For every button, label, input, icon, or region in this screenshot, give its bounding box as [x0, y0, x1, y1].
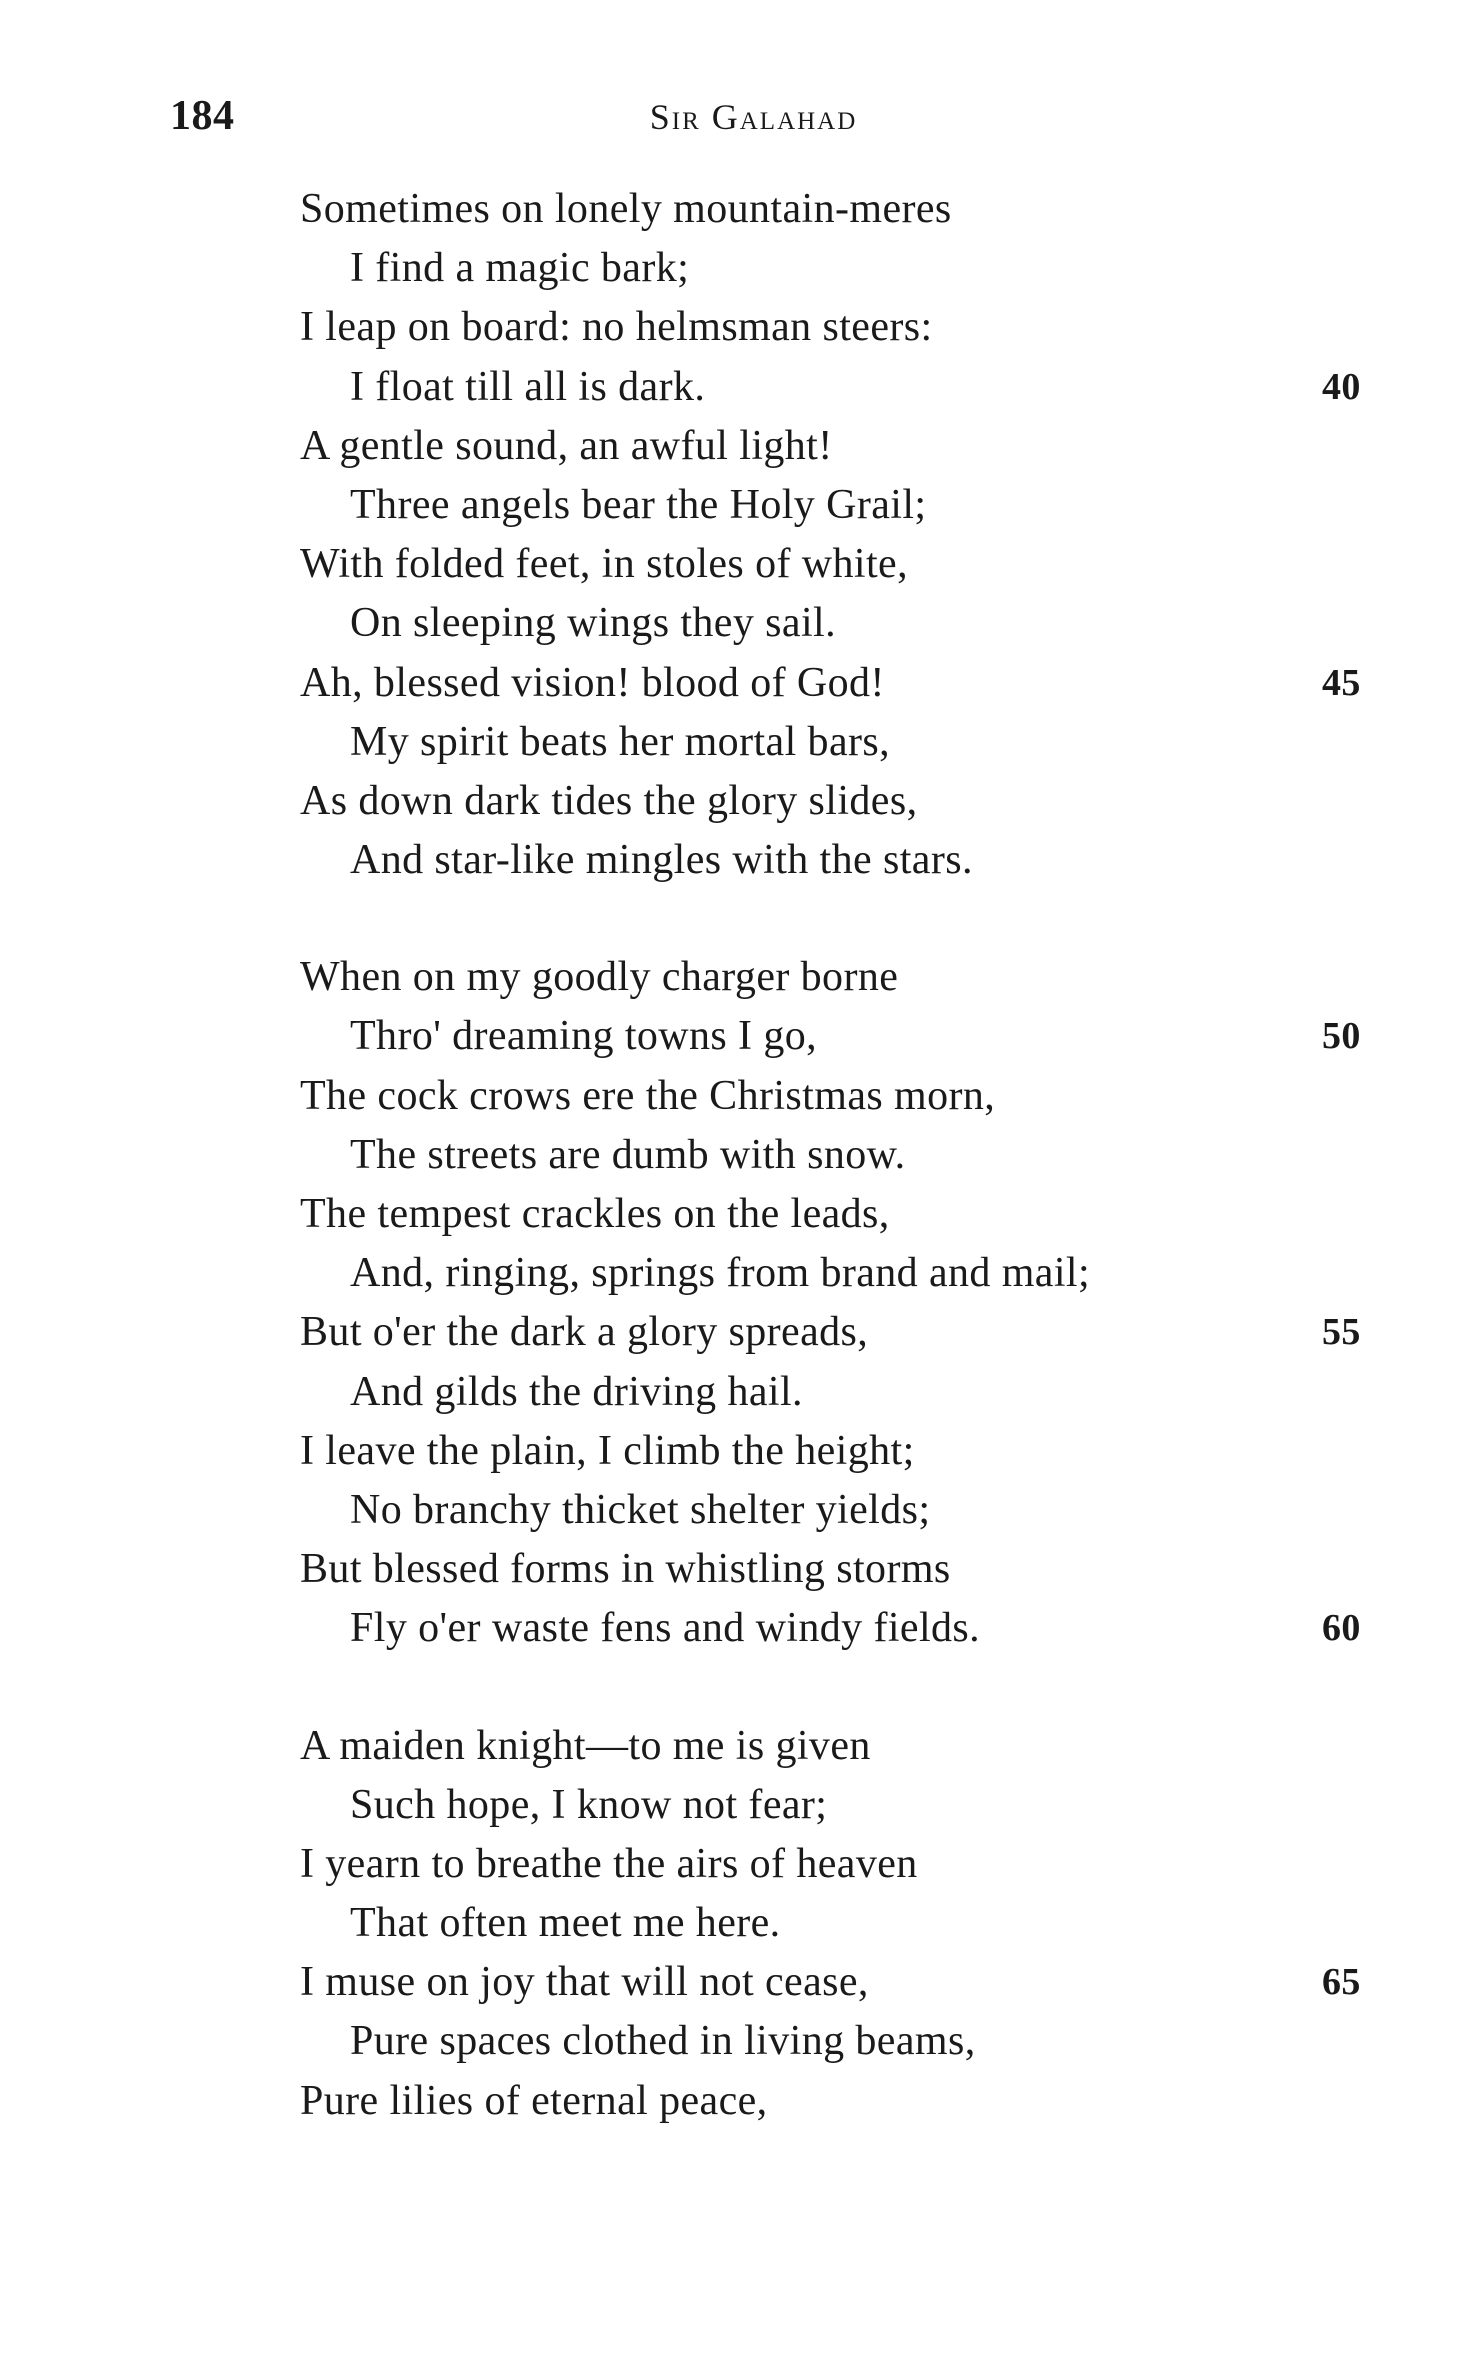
poem-line-text: Pure lilies of eternal peace,: [300, 2077, 768, 2124]
poem-line-text: Three angels bear the Holy Grail;: [350, 481, 927, 528]
poem-line-text: My spirit beats her mortal bars,: [350, 718, 891, 765]
poem-line: [300, 1894, 1400, 1953]
running-title: Sir Galahad: [649, 97, 858, 137]
stanza: [300, 180, 1400, 890]
poem-line: [300, 1185, 1400, 1244]
poem-line-text: When on my goodly charger borne: [300, 954, 899, 1001]
poem-line: [300, 2012, 1400, 2071]
poem-line-text: I muse on joy that will not cease,: [300, 1959, 869, 2006]
poem-line: [300, 948, 1400, 1007]
poem-line-text: But blessed forms in whistling storms: [300, 1546, 951, 1593]
poem-line-text: Fly o'er waste fens and windy fields.: [350, 1605, 981, 1652]
poem-line: [300, 594, 1400, 653]
poem-line: [300, 772, 1400, 831]
poem-body: [300, 180, 1400, 2189]
line-number: 65: [1322, 1961, 1361, 2004]
poem-line-text: And gilds the driving hail.: [350, 1368, 803, 1415]
poem-line: [300, 476, 1400, 535]
poem-line-text: Sometimes on lonely mountain-meres: [300, 186, 952, 232]
poem-line: [300, 1126, 1400, 1185]
page-number: 184: [170, 93, 235, 139]
line-number: 55: [1322, 1311, 1361, 1354]
poem-line-text: But o'er the dark a glory spreads,: [300, 1309, 869, 1356]
poem-line: [300, 1481, 1400, 1540]
poem-line-text: The streets are dumb with snow.: [350, 1131, 906, 1178]
poem-line: [300, 1303, 1400, 1362]
line-number: 60: [1322, 1607, 1361, 1650]
line-number: 50: [1322, 1015, 1361, 1058]
poem-line: [300, 1422, 1400, 1481]
poem-line: [300, 1717, 1400, 1776]
poem-line-text: Pure spaces clothed in living beams,: [350, 2018, 976, 2065]
poem-line: [300, 1007, 1400, 1066]
line-number: 45: [1322, 661, 1361, 704]
poem-line-text: I float till all is dark.: [350, 363, 706, 410]
poem-line: [300, 713, 1400, 772]
poem-line: [300, 1953, 1400, 2012]
poem-line-text: On sleeping wings they sail.: [350, 600, 836, 647]
poem-line: [300, 1244, 1400, 1303]
poem-line-text: No branchy thicket shelter yields;: [350, 1486, 931, 1533]
line-number: 40: [1322, 365, 1361, 408]
poem-line: [300, 1540, 1400, 1599]
stanza: [300, 948, 1400, 1658]
poem-line: [300, 417, 1400, 476]
poem-line-text: I find a magic bark;: [350, 245, 690, 292]
poem-line-text: Such hope, I know not fear;: [350, 1781, 828, 1828]
poem-line: [300, 535, 1400, 594]
poem-line-text: Ah, blessed vision! blood of God!: [300, 659, 885, 706]
poem-line-text: With folded feet, in stoles of white,: [300, 541, 908, 588]
poem-line-text: The cock crows ere the Christmas morn,: [300, 1072, 996, 1119]
stanza: [300, 1717, 1400, 2131]
poem-line: [300, 1363, 1400, 1422]
poem-line: [300, 2072, 1400, 2131]
poem-line-text: I yearn to breathe the airs of heaven: [300, 1840, 918, 1887]
poem-line: [300, 1599, 1400, 1658]
poem-line-text: Thro' dreaming towns I go,: [350, 1013, 818, 1060]
poem-line: [300, 180, 1400, 239]
poem-line-text: As down dark tides the glory slides,: [300, 777, 918, 824]
poem-line: [300, 1067, 1400, 1126]
poem-line: [300, 1776, 1400, 1835]
poem-line-text: I leap on board: no helmsman steers:: [300, 304, 933, 351]
poem-line-text: And, ringing, springs from brand and mail;: [350, 1250, 1091, 1297]
poem-line: [300, 298, 1400, 357]
poem-line-text: The tempest crackles on the leads,: [300, 1191, 890, 1237]
poem-line-text: That often meet me here.: [350, 1900, 781, 1947]
poem-line: [300, 239, 1400, 298]
poem-line-text: A maiden knight—to me is given: [300, 1722, 871, 1769]
poem-line: [300, 1835, 1400, 1894]
poem-line-text: I leave the plain, I climb the height;: [300, 1427, 915, 1474]
poem-line-text: A gentle sound, an awful light!: [300, 422, 833, 469]
poem-line: [300, 831, 1400, 890]
poem-line: [300, 358, 1400, 417]
poem-line: [300, 654, 1400, 713]
poem-line-text: And star-like mingles with the stars.: [350, 837, 973, 884]
